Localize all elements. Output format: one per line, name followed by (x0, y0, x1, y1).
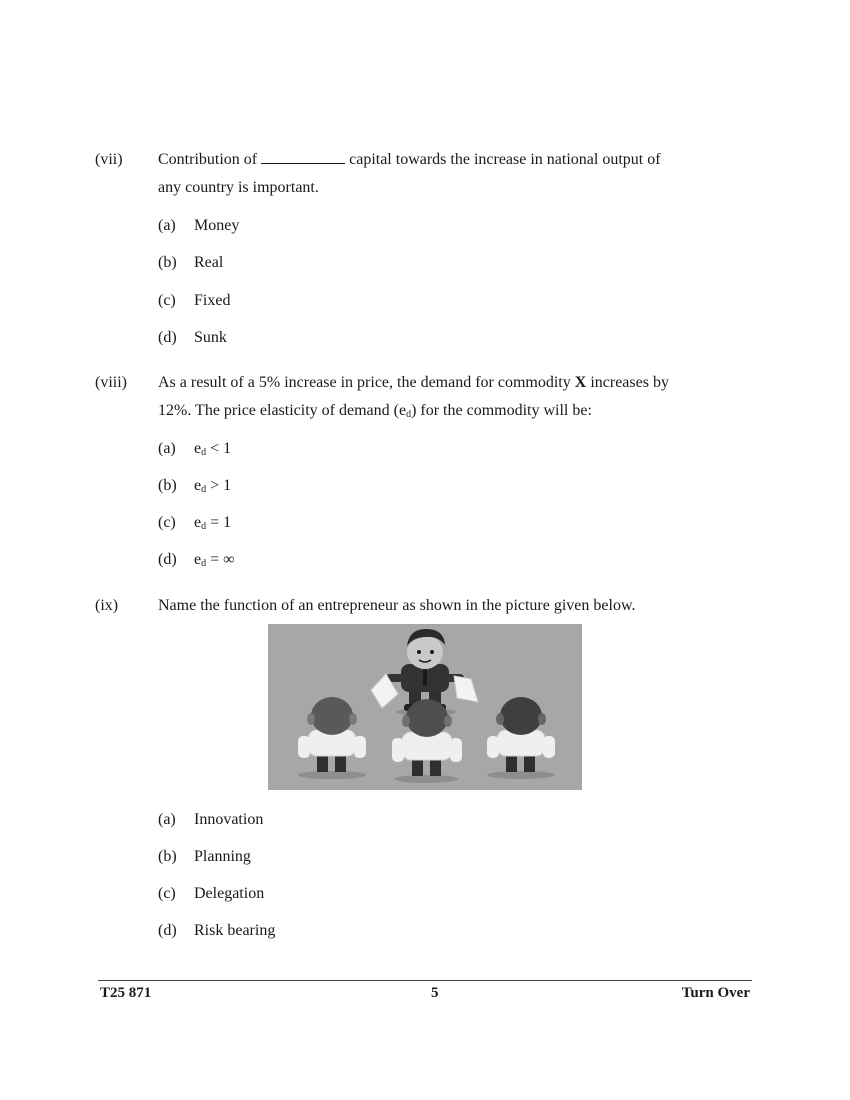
question-ix-option-d[interactable] (158, 921, 275, 941)
manager-right-eye (430, 650, 434, 654)
option-text: Delegation (194, 885, 265, 902)
worker-left-ear-l (307, 713, 315, 725)
option-letter: (d) (158, 329, 177, 346)
worker-center-shadow (394, 775, 458, 783)
option-letter: (b) (158, 477, 177, 494)
worker-right-arm-l (487, 736, 499, 758)
option-letter: (b) (158, 254, 177, 271)
question-ix-option-c[interactable] (158, 884, 264, 904)
option-sub: d (201, 484, 207, 495)
worker-left-ear-r (349, 713, 357, 725)
question-ix-text (158, 592, 703, 620)
option-relation: < 1 (206, 440, 232, 457)
answer-blank (261, 149, 345, 164)
question-ix-option-b[interactable] (158, 847, 251, 867)
question-viii-part2: increases by (590, 374, 669, 391)
manager-left-eye (417, 650, 421, 654)
paper-code: T25 871 (100, 985, 152, 1001)
paper-right (454, 676, 478, 702)
question-viii-option-b[interactable] (158, 476, 231, 500)
question-ix-line-1: Name the function of an entrepreneur as shown in the picture given below. (158, 597, 636, 614)
question-vii-option-b[interactable] (158, 253, 223, 273)
option-text: Innovation (194, 811, 264, 828)
worker-right-head (500, 697, 542, 735)
worker-center-ear-l (402, 715, 410, 727)
option-letter: (c) (158, 292, 176, 309)
entrepreneur-illustration (268, 624, 582, 790)
entrepreneur-illustration-svg (268, 624, 582, 790)
question-ix-option-a[interactable] (158, 810, 263, 830)
option-sub: d (201, 558, 207, 569)
question-ix-number: (ix) (95, 597, 119, 614)
worker-center-arm-l (392, 738, 404, 762)
question-vii-option-a[interactable] (158, 216, 239, 236)
worker-left-arm-r (354, 736, 366, 758)
question-viii-text (158, 369, 703, 429)
option-text: Money (194, 217, 240, 234)
manager-tie (423, 668, 427, 686)
option-sub: d (201, 447, 207, 458)
question-viii-option-d[interactable] (158, 550, 235, 574)
question-viii-line-2 (158, 397, 703, 429)
option-relation: = ∞ (206, 551, 235, 568)
worker-right-shadow (487, 771, 555, 779)
question-vii-number: (vii) (95, 151, 123, 168)
subscript-d: d (406, 409, 412, 420)
footer-divider (98, 980, 752, 981)
worker-left-arm-l (298, 736, 310, 758)
worker-right-ear-r (538, 713, 546, 725)
question-viii-line2-part1: 12%. The price elasticity of demand (e (158, 402, 407, 419)
question-viii-line-1 (158, 369, 703, 397)
page-number: 5 (431, 985, 439, 1001)
worker-center-ear-r (444, 715, 452, 727)
option-base: e (194, 477, 202, 494)
option-letter: (a) (158, 440, 176, 457)
question-viii-option-c[interactable] (158, 513, 231, 537)
question-viii-part1: As a result of a 5% increase in price, the demand for commodity (158, 374, 571, 391)
question-vii-option-d[interactable] (158, 328, 227, 348)
question-vii-line-1 (158, 146, 703, 174)
option-base: e (194, 551, 202, 568)
option-text: Sunk (194, 329, 227, 346)
worker-center-arm-r (450, 738, 462, 762)
option-text: Real (194, 254, 224, 271)
option-text: Planning (194, 848, 251, 865)
question-vii-text (158, 146, 703, 202)
option-letter: (a) (158, 811, 176, 828)
option-text: Fixed (194, 292, 231, 309)
worker-right-figure (487, 697, 555, 772)
option-letter: (c) (158, 514, 176, 531)
option-letter: (d) (158, 551, 177, 568)
option-letter: (c) (158, 885, 176, 902)
option-relation: = 1 (206, 514, 232, 531)
question-vii-text-before: Contribution of (158, 151, 258, 168)
option-letter: (d) (158, 922, 177, 939)
question-vii-line-2: any country is important. (158, 179, 319, 196)
option-letter: (a) (158, 217, 176, 234)
question-viii-number: (viii) (95, 374, 127, 391)
option-relation: > 1 (206, 477, 232, 494)
manager-figure (371, 629, 478, 711)
worker-left-head (311, 697, 353, 735)
worker-left-shadow (298, 771, 366, 779)
worker-left-figure (298, 697, 366, 772)
option-sub: d (201, 521, 207, 532)
turn-over-label: Turn Over (681, 985, 750, 1001)
question-viii-option-a[interactable] (158, 439, 231, 463)
commodity-symbol: X (574, 374, 587, 391)
option-base: e (194, 440, 202, 457)
worker-right-ear-l (496, 713, 504, 725)
question-viii-line2-part2: ) for the commodity will be: (411, 402, 592, 419)
worker-center-head (406, 699, 448, 737)
question-vii-option-c[interactable] (158, 291, 230, 311)
option-letter: (b) (158, 848, 177, 865)
option-base: e (194, 514, 202, 531)
question-vii-text-after: capital towards the increase in national output of (349, 151, 661, 168)
worker-right-arm-r (543, 736, 555, 758)
option-text: Risk bearing (194, 922, 276, 939)
